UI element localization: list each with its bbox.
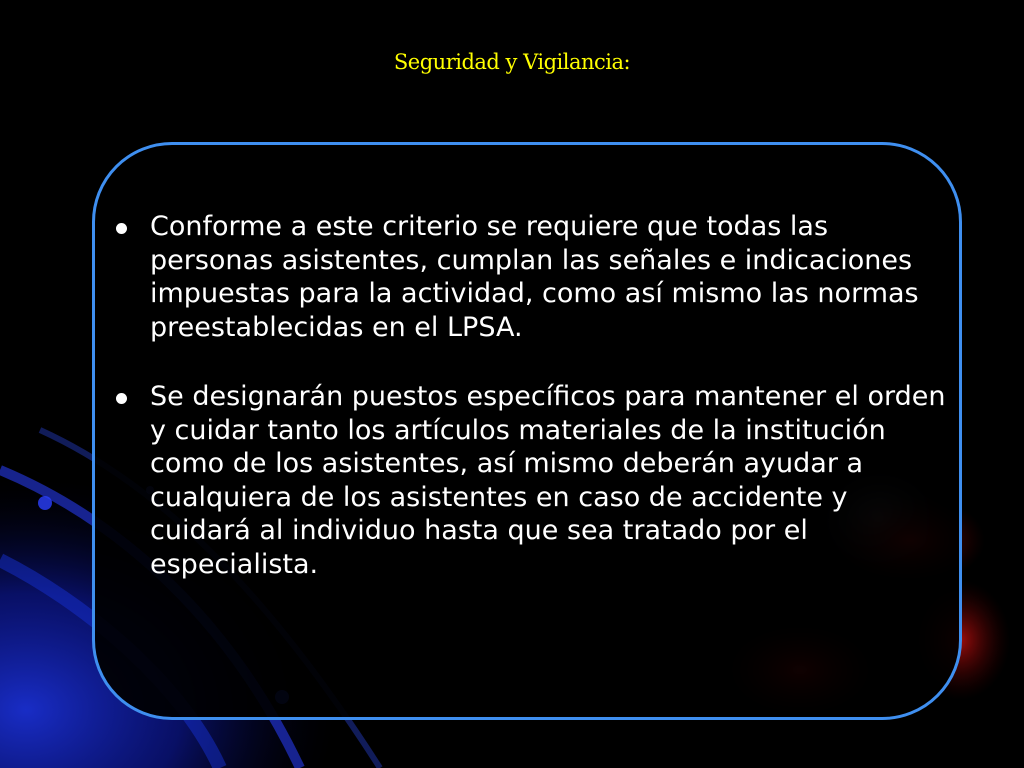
bullet-text: Se designarán puestos específicos para mantener el orden y cuidar tanto los artículos materiales de la institución como de los asistentes, así mismo deberán ayudar a cualquiera de los asistentes en caso de accidente y cuidará al individuo hasta que sea tratado por el especialista.	[150, 381, 946, 580]
bullet-item	[112, 210, 952, 344]
bullet-dot-icon	[116, 393, 127, 404]
blue-orb-1	[38, 496, 52, 510]
slide-title: Seguridad y Vigilancia:	[393, 50, 631, 74]
bullet-dot-icon	[116, 223, 127, 234]
bullet-text: Conforme a este criterio se requiere que todas las personas asistentes, cumplan las señales e indicaciones impuestas para la actividad, como así mismo las normas preestablecidas en el LPSA.	[150, 211, 919, 343]
bullet-item	[112, 380, 952, 581]
bullet-list	[112, 210, 952, 617]
